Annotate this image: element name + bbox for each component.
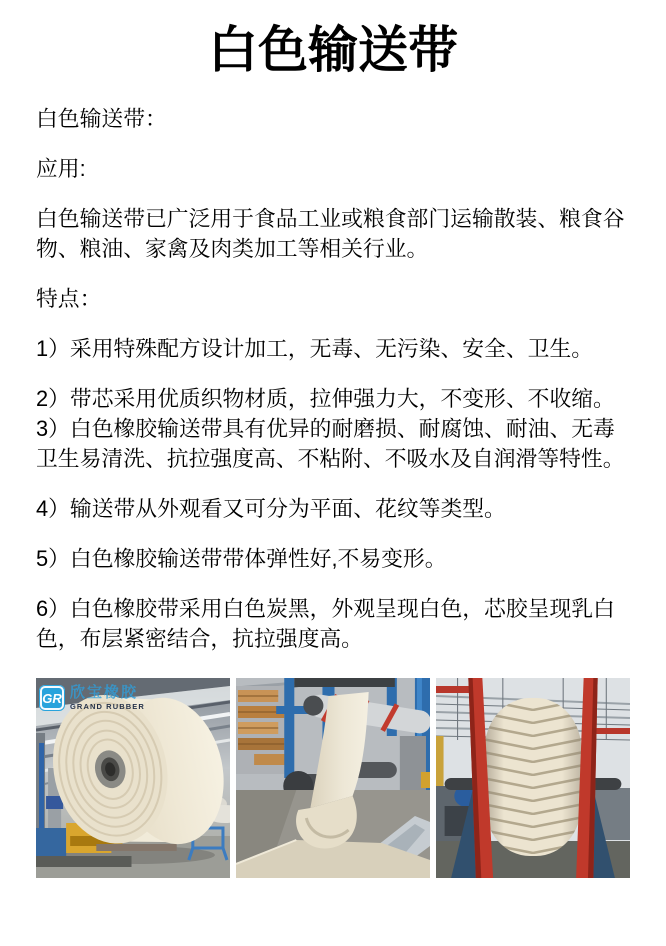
application-label: 应用: [36, 156, 86, 181]
photo-belt-machine [236, 678, 430, 878]
feature-item-3: 3）白色橡胶输送带具有优异的耐磨损、耐腐蚀、耐油、无毒卫生易清洗、抗拉强度高、不粘附、不吸水及自润滑等特性。 [36, 416, 625, 471]
page-title: 白色输送带 [208, 22, 458, 78]
features-label: 特点： [36, 286, 102, 311]
feature-item-4: 4）输送带从外观看又可分为平面、花纹等类型。 [36, 496, 506, 521]
logo-name-en: GRAND RUBBER [70, 702, 145, 711]
belt-machine-photo-illustration [236, 678, 430, 878]
feature-item-6: 6）白色橡胶带采用白色炭黑，外观呈现白色，芯胶呈现乳白色，布层紧密结合，抗拉强度高。 [36, 596, 615, 651]
photo-chevron-roll [436, 678, 630, 878]
logo-name-cn: 欣宝橡胶 [70, 684, 139, 701]
feature-item-2: 2）带芯采用优质织物材质，拉伸强力大，不变形、不收缩。 [36, 386, 615, 411]
application-text: 白色输送带已广泛用于食品工业或粮食部门运输散装、粮食谷物、粮油、家禽及肉类加工等相关行业。 [36, 206, 625, 261]
logo-gr-icon: GR [39, 685, 65, 711]
chevron-roll-photo-illustration [436, 678, 630, 878]
product-page [0, 16, 666, 878]
feature-item-5: 5）白色橡胶输送带带体弹性好,不易变形。 [36, 546, 447, 571]
brand-logo [39, 685, 145, 711]
photo-belt-roll [36, 678, 230, 878]
intro-label: 白色输送带： [36, 106, 167, 131]
product-photos [36, 678, 630, 878]
feature-item-1: 1）采用特殊配方设计加工，无毒、无污染、安全、卫生。 [36, 336, 594, 361]
logo-text [70, 685, 145, 711]
